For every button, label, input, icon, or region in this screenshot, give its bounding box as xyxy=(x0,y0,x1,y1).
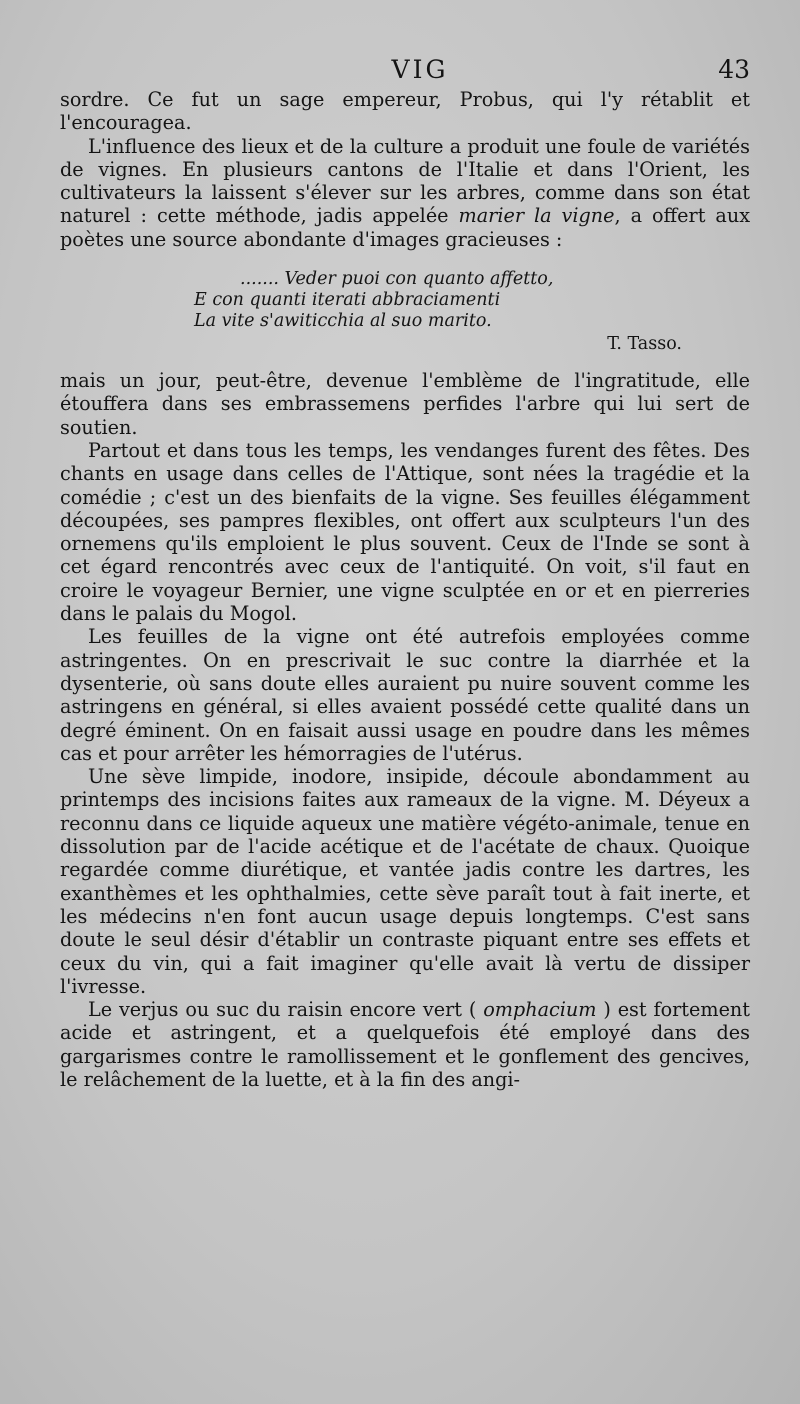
paragraph-7 xyxy=(60,998,750,1091)
paragraph-5: Les feuilles de la vigne ont été autrefois employées comme astringentes. On en prescrivait le suc contre la diarrhée et la dysenterie, où sans doute elles auraient pu nuire souvent comme les astringens en général, si elles avaient possédé cette qualité dans un degré éminent. On en faisait aussi usage en poudre dans les mêmes cas et pour arrêter les hémorragies de l'utérus. xyxy=(60,625,750,765)
verse-line-1: ....... Veder puoi con quanto affetto, xyxy=(240,269,554,290)
verse-quotation xyxy=(60,269,750,355)
paragraph-4: Partout et dans tous les temps, les vendanges furent des fêtes. Des chants en usage dans celles de l'Attique, sont nées la tragédie et la comédie ; c'est un des bienfaits de la vigne. Ses feuilles élégamment découpées, ses pampres flexibles, ont offert aux sculpteurs l'un des ornemens qu'ils emploient le plus souvent. Ceux de l'Inde se sont à cet égard rencontrés avec ceux de l'antiquité. On voit, s'il faut en croire le voyageur Bernier, une vigne sculptée en or et en pierreries dans le palais du Mogol. xyxy=(60,438,750,626)
paragraph-2-italic-term: marier la vigne xyxy=(458,204,615,228)
running-head: VIG xyxy=(391,55,449,84)
verse-line-3: La vite s'awiticchia al suo marito. xyxy=(194,311,492,332)
paragraph-7-italic-term: omphacium xyxy=(483,998,597,1022)
paragraph-7-text-after: ) est fortement acide et astringent, et a quelquefois été employé dans des gargarismes contre le ramollissement et le gonflement des gencives, le relâchement de la luette, et à la fin des angi- xyxy=(60,998,750,1091)
paragraph-1: sordre. Ce fut un sage empereur, Probus, qui l'y rétablit et l'encouragea. xyxy=(60,88,750,135)
paragraph-3: mais un jour, peut-être, devenue l'emblème de l'ingratitude, elle étouffera dans ses embrassemens perfides l'arbre qui lui sert de soutien. xyxy=(60,369,750,439)
paragraph-2 xyxy=(60,135,750,251)
page-header xyxy=(60,55,750,91)
verse-line-2: E con quanti iterati abbraciamenti xyxy=(194,290,501,311)
verse-attribution: T. Tasso. xyxy=(607,334,682,355)
body-text xyxy=(60,88,750,1091)
page-number: 43 xyxy=(718,55,750,84)
paragraph-2-text-before: L'influence des lieux et de la culture a produit une foule de variétés de vignes. En plusieurs cantons de l'Italie et dans l'Orient, les cultivateurs la laissent s'élever sur les arbres, comme dans son état naturel : cette méthode, jadis appelée xyxy=(60,134,750,228)
paragraph-2-text-after: , a offert aux poètes une source abondante d'images gracieuses : xyxy=(60,204,751,251)
paragraph-6: Une sève limpide, inodore, insipide, découle abondamment au printemps des incisions faites aux rameaux de la vigne. M. Déyeux a reconnu dans ce liquide aqueux une matière végéto-animale, tenue en dissolution par de l'acide acétique et de l'acétate de chaux. Quoique regardée comme diurétique, et vantée jadis contre les dartres, les exanthèmes et les ophthalmies, cette sève paraît tout à fait inerte, et les médecins n'en font aucun usage depuis longtemps. C'est sans doute le seul désir d'établir un contraste piquant entre ses effets et ceux du vin, qui a fait imaginer qu'elle avait là vertu de dissiper l'ivresse. xyxy=(60,765,750,998)
paragraph-7-text-before: Le verjus ou suc du raisin encore vert ( xyxy=(88,998,484,1022)
